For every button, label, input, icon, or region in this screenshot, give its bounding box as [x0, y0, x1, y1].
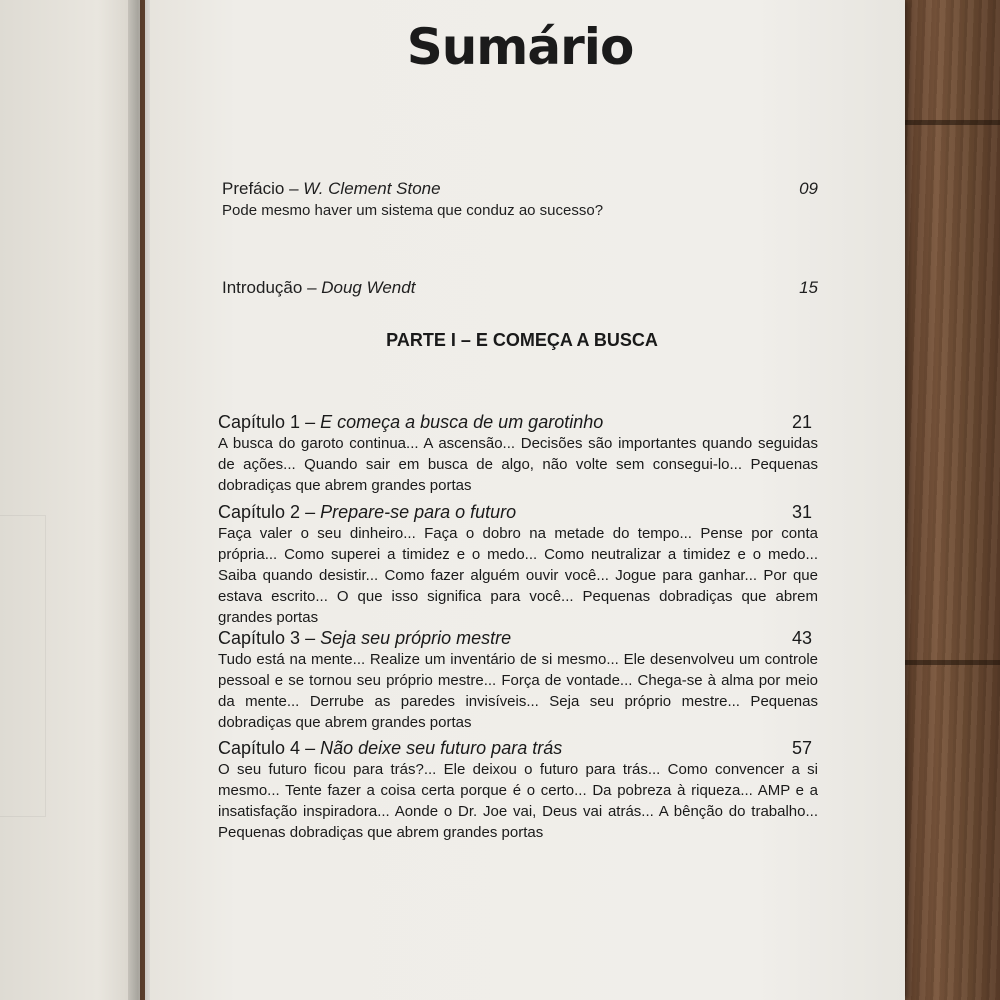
- introduction-heading: [222, 277, 822, 299]
- introduction-label-group: Introdução – Doug Wendt: [222, 278, 416, 297]
- chapter-entry-4: [218, 737, 818, 843]
- chapter-description: A busca do garoto continua... A ascensão... Decisões são importantes quando seguidas de ações... Quando sair em busca de algo, não volte sem consegui-lo... Pequenas dobradiças que abrem grandes portas: [218, 435, 818, 494]
- preface-entry: [222, 178, 822, 221]
- wood-plank-joint: [895, 120, 1000, 125]
- chapter-page-number: 21: [791, 412, 812, 432]
- chapter-entry-1: [218, 411, 818, 496]
- right-book-page: [145, 0, 905, 1000]
- chapter-title: Prepare-se para o futuro: [320, 502, 517, 522]
- left-page-edge: [0, 515, 46, 817]
- chapter-heading: [218, 501, 818, 523]
- chapter-heading: [218, 737, 818, 759]
- chapter-label: Capítulo 4: [218, 738, 301, 758]
- chapter-heading: [218, 411, 818, 433]
- chapter-entry-3: [218, 627, 818, 733]
- chapter-label: Capítulo 2: [218, 502, 301, 522]
- chapter-heading: [218, 627, 818, 649]
- book-gutter-shadow: [128, 0, 150, 1000]
- chapter-page-number: 31: [791, 502, 812, 522]
- preface-page-number: 09: [799, 179, 818, 198]
- preface-label-group: Prefácio – W. Clement Stone: [222, 179, 441, 198]
- left-book-page: [0, 0, 140, 1000]
- chapter-page-number: 57: [791, 738, 812, 758]
- chapter-label: Capítulo 3: [218, 628, 301, 648]
- chapter-title: E começa a busca de um garotinho: [320, 412, 604, 432]
- preface-description: Pode mesmo haver um sistema que conduz ao sucesso?: [222, 202, 604, 219]
- chapter-title: Não deixe seu futuro para trás: [320, 738, 563, 758]
- chapter-description: Faça valer o seu dinheiro... Faça o dobro na metade do tempo... Pense por conta própria... Como superei a timidez e o medo... Como neutralizar a timidez e o medo... Saiba quando desistir... Como fazer alguém ouvir você... Jogue para ganhar... Por que estava escrito... O que isso significa para você... Pequenas dobradiças que abrem grandes portas: [218, 525, 818, 626]
- page-title: Sumário: [406, 18, 634, 76]
- chapter-label-group: Capítulo 4 – Não deixe seu futuro para trás: [218, 738, 563, 758]
- chapter-entry-2: [218, 501, 818, 628]
- introduction-author: Doug Wendt: [321, 278, 416, 297]
- introduction-page-number: 15: [799, 278, 818, 297]
- introduction-entry: [222, 277, 822, 299]
- chapter-title: Seja seu próprio mestre: [320, 628, 512, 648]
- chapter-page-number: 43: [791, 628, 812, 648]
- chapter-label-group: Capítulo 1 – E começa a busca de um garotinho: [218, 412, 604, 432]
- chapter-description: Tudo está na mente... Realize um inventário de si mesmo... Ele desenvolveu um controle pessoal e se tornou seu próprio mestre... Força de vontade... Chega-se à alma por meio da mente... Derrube as paredes invisíveis... Seja seu próprio mestre... Pequenas dobradiças que abrem grandes portas: [218, 651, 818, 731]
- preface-author: W. Clement Stone: [303, 179, 441, 198]
- wooden-table-background: [895, 0, 1000, 1000]
- preface-heading: [222, 178, 822, 200]
- chapter-label-group: Capítulo 3 – Seja seu próprio mestre: [218, 628, 512, 648]
- wood-plank-joint: [895, 660, 1000, 665]
- preface-label: Prefácio: [222, 179, 285, 198]
- chapter-label-group: Capítulo 2 – Prepare-se para o futuro: [218, 502, 517, 522]
- chapter-label: Capítulo 1: [218, 412, 301, 432]
- chapter-description: O seu futuro ficou para trás?... Ele deixou o futuro para trás... Como convencer a si mesmo... Tente fazer a coisa certa porque é o certo... Da pobreza à riqueza... AMP e a insatisfação inspiradora... Aonde o Dr. Joe vai, Deus vai atrás... A bênção do trabalho... Pequenas dobradiças que abrem grandes portas: [218, 761, 818, 841]
- part-title: PARTE I – E COMEÇA A BUSCA: [386, 330, 658, 350]
- introduction-label: Introdução: [222, 278, 303, 297]
